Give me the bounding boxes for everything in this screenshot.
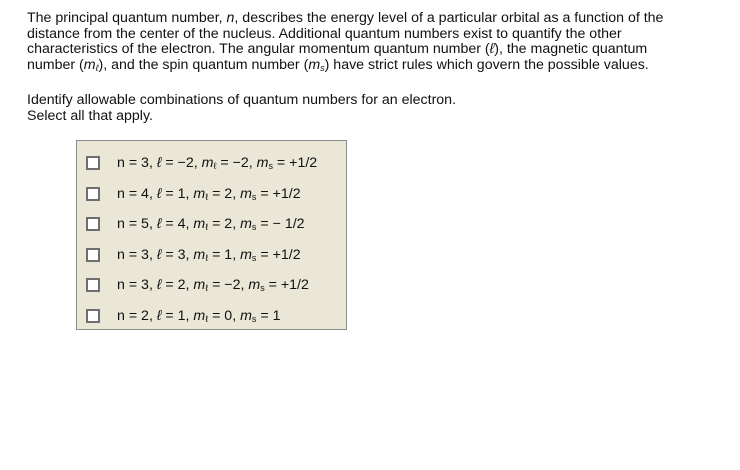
ms-subscript: s (251, 191, 257, 202)
intro-text: distance from the center of the nucleus. Additional quantum numbers exist to quantify the other (27, 25, 622, 42)
ml-value: = 1, (208, 246, 241, 263)
option-label (117, 247, 301, 263)
intro-text: number ( (27, 56, 84, 73)
instruction-line: Select all that apply. (27, 107, 153, 124)
ml-subscript: ℓ (205, 313, 209, 324)
ml-symbol: m (193, 307, 206, 324)
ms-value: = +1/2 (256, 185, 301, 202)
n-value: n = 3, (117, 277, 157, 294)
answer-option-6[interactable] (77, 301, 346, 332)
ml-subscript: ℓ (95, 62, 99, 73)
ml-subscript: ℓ (205, 283, 209, 294)
option-label (117, 277, 309, 293)
ms-value: = +1/2 (264, 277, 309, 294)
intro-text: ), and the spin quantum number ( (98, 56, 309, 73)
question-intro (27, 11, 717, 76)
ms-symbol (308, 57, 324, 73)
checkbox[interactable] (86, 248, 100, 262)
ml-value: = 2, (208, 216, 241, 233)
l-value: = 1, (161, 185, 194, 202)
l-symbol: ℓ (156, 155, 162, 172)
l-symbol: ℓ (489, 41, 495, 57)
option-label (117, 186, 301, 202)
ml-value: = 2, (208, 185, 241, 202)
ml-subscript: ℓ (205, 252, 209, 263)
ml-symbol (84, 57, 99, 73)
ml-symbol: m (193, 216, 206, 233)
ms-subscript: s (251, 313, 257, 324)
ml-subscript: ℓ (213, 161, 217, 172)
ml-symbol: m (193, 246, 206, 263)
intro-text: ) have strict rules which govern the possible values. (324, 56, 649, 73)
option-label (117, 155, 317, 171)
n-value: n = 5, (117, 216, 157, 233)
ms-value: = +1/2 (256, 246, 301, 263)
answer-option-1[interactable] (77, 148, 346, 179)
checkbox[interactable] (86, 309, 100, 323)
ml-subscript: ℓ (205, 191, 209, 202)
ml-symbol-m: m (83, 56, 96, 73)
ml-symbol: m (193, 277, 206, 294)
n-symbol: n (226, 10, 235, 26)
answer-options-panel (76, 140, 347, 330)
intro-line (27, 11, 717, 27)
l-symbol: ℓ (156, 185, 162, 202)
checkbox[interactable] (86, 217, 100, 231)
intro-text: ), the magnetic quantum (494, 41, 648, 57)
l-symbol: ℓ (156, 277, 162, 294)
l-symbol: ℓ (156, 246, 162, 263)
intro-line (27, 42, 717, 58)
ms-symbol: m (256, 155, 269, 172)
ms-symbol: m (240, 246, 252, 263)
ms-subscript: s (268, 161, 273, 172)
checkbox[interactable] (86, 187, 100, 201)
intro-text: The principal quantum number, (27, 10, 227, 26)
answer-option-4[interactable] (77, 240, 346, 271)
intro-line (27, 58, 717, 77)
ms-symbol: m (240, 185, 252, 202)
answer-option-2[interactable] (77, 179, 346, 210)
ms-subscript: s (251, 222, 257, 233)
ms-symbol: m (240, 216, 252, 233)
ms-value: = − 1/2 (256, 216, 305, 233)
question-instructions (27, 93, 456, 124)
n-value: n = 3, (117, 155, 157, 172)
l-value: = −2, (161, 155, 202, 172)
intro-text: , describes the energy level of a particular orbital as a function of the (234, 10, 664, 26)
instruction-line: Identify allowable combinations of quantum numbers for an electron. (27, 92, 457, 108)
ml-value: = −2, (216, 155, 257, 172)
l-symbol: ℓ (156, 307, 162, 324)
ms-subscript: s (260, 283, 265, 294)
l-symbol: ℓ (156, 216, 162, 233)
n-value: n = 2, (117, 307, 157, 324)
ml-value: = −2, (208, 277, 249, 294)
ms-subscript: s (320, 62, 325, 73)
answer-option-3[interactable] (77, 209, 346, 240)
n-value: n = 3, (117, 246, 157, 263)
checkbox[interactable] (86, 156, 100, 170)
ml-symbol: m (201, 155, 214, 172)
ms-value: = +1/2 (272, 155, 318, 172)
intro-line (27, 27, 717, 43)
checkbox[interactable] (86, 278, 100, 292)
l-value: = 1, (161, 307, 194, 324)
answer-option-5[interactable] (77, 270, 346, 301)
ms-symbol: m (248, 277, 261, 294)
ms-symbol-m: m (308, 56, 321, 73)
intro-text: characteristics of the electron. The angular momentum quantum number ( (27, 41, 490, 57)
ml-value: = 0, (208, 307, 241, 324)
option-label (117, 308, 280, 324)
l-value: = 4, (161, 216, 194, 233)
ms-subscript: s (251, 252, 257, 263)
ms-value: = 1 (256, 307, 281, 324)
l-value: = 2, (161, 277, 194, 294)
n-value: n = 4, (117, 185, 157, 202)
option-label (117, 216, 305, 232)
l-value: = 3, (161, 246, 194, 263)
ml-symbol: m (193, 185, 206, 202)
ml-subscript: ℓ (205, 222, 209, 233)
ms-symbol: m (240, 307, 252, 324)
